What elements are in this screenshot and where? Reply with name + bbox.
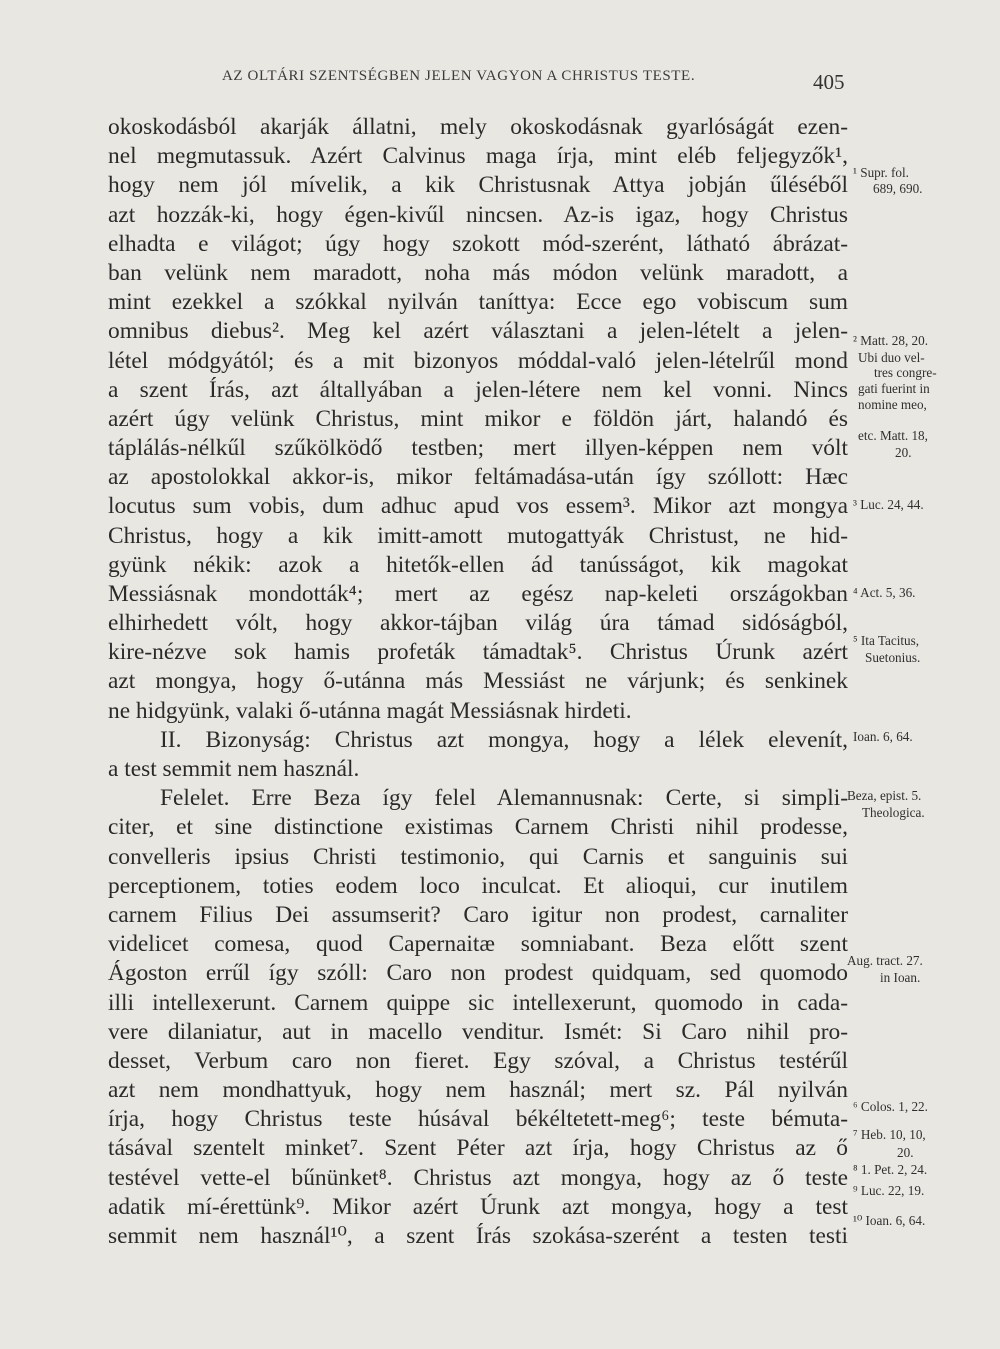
body-line: azt nem mondhattyuk, hogy nem használ; mert sz. Pál nyilván (108, 1077, 848, 1103)
margin-note: ⁸ 1. Pet. 2, 24. (853, 1162, 928, 1177)
margin-note: gati fuerint in (858, 381, 930, 396)
body-line: omnibus diebus². Meg kel azért választani a jelen-lételt a jelen- (108, 318, 848, 344)
margin-note: ⁷ Heb. 10, 10, (853, 1127, 926, 1142)
body-line: táplálás-nélkűl szűkölködő testben; mert illyen-képpen nem vólt (108, 435, 848, 461)
margin-note: in Ioan. (880, 970, 921, 985)
body-line: ban velünk nem maradott, noha más módon velünk maradott, a (108, 260, 848, 286)
margin-note: ⁹ Luc. 22, 19. (853, 1183, 925, 1198)
body-line: gyünk nékik: azok a hitetők-ellen ád tanússágot, kik magokat (108, 552, 848, 578)
body-line: a test semmit nem használ. (108, 756, 360, 782)
margin-note: Theologica. (862, 805, 925, 820)
body-line: videlicet comesa, quod Capernaitæ somniabant. Beza előtt szent (108, 931, 848, 957)
margin-note: tres congre- (874, 365, 937, 380)
margin-note: Suetonius. (865, 650, 921, 665)
margin-note: ¹ Supr. fol. (853, 165, 909, 180)
margin-note: Ubi duo vel- (858, 350, 925, 365)
body-line: okoskodásból akarják állatni, mely okoskodásnak gyarlóságát ezen- (108, 114, 848, 140)
body-line: perceptionem, toties eodem loco inculcat. Et alioqui, cur inutilem (108, 873, 848, 899)
margin-note: ¹⁰ Ioan. 6, 64. (853, 1213, 926, 1228)
page-number: 405 (813, 70, 845, 94)
margin-note: 20. (895, 445, 912, 460)
body-line: convelleris ipsius Christi testimonio, qui Carnis et sanguinis sui (108, 844, 848, 870)
body-line: létel módgyától; és a mit bizonyos móddal-való jelen-lételrűl mond (108, 348, 848, 374)
margin-note: Ioan. 6, 64. (853, 729, 913, 744)
margin-note: ⁵ Ita Tacitus, (853, 633, 920, 648)
body-line: tásával szentelt minket⁷. Szent Péter azt írja, hogy Christus az ő (108, 1135, 848, 1161)
body-line: kire-nézve sok hamis profeták támadtak⁵. Christus Úrunk azért (108, 639, 848, 665)
margin-note: 689, 690. (873, 181, 923, 196)
body-line: Messiásnak mondották⁴; mert az egész nap-keleti országokban (108, 581, 848, 607)
body-line: vere dilaniatur, aut in macello venditur. Ismét: Si Caro nihil pro- (108, 1019, 848, 1045)
body-line: a szent Írás, azt általlyában a jelen-létere nem kel vonni. Nincs (108, 377, 848, 403)
running-title: AZ OLTÁRI SZENTSÉGBEN JELEN VAGYON A CHRISTUS TESTE. (222, 68, 696, 84)
body-line: azt mongya, hogy ő-utánna más Messiást ne várjunk; és senkinek (108, 668, 848, 694)
body-line: Felelet. Erre Beza így felel Alemannusnak: Certe, si simpli- (160, 785, 848, 811)
margin-note: nomine meo, (858, 397, 927, 412)
body-line: adatik mí-érettünk⁹. Mikor azért Úrunk azt mongya, hogy a test (108, 1194, 848, 1220)
body-line: elhirhedett vólt, hogy akkor-tájban világ úra támad sidóságból, (108, 610, 848, 636)
body-line: azt hozzák-ki, hogy égen-kivűl nincsen. Az-is igaz, hogy Christus (108, 202, 848, 228)
body-line: desset, Verbum caro non fieret. Egy szóval, a Christus testérűl (108, 1048, 848, 1074)
margin-note: Aug. tract. 27. (847, 953, 923, 968)
margin-note: 20. (897, 1145, 914, 1160)
body-line: hogy nem jól mívelik, a kik Christusnak Attya jobján űléséből (108, 172, 848, 198)
body-line: elhadta e világot; úgy hogy szokott mód-szerént, látható ábrázat- (108, 231, 848, 257)
body-line: nel megmutassuk. Azért Calvinus maga írja, mint eléb feljegyzők¹, (108, 143, 848, 169)
margin-note: ² Matt. 28, 20. (853, 333, 929, 348)
body-line: írja, hogy Christus teste húsával békéltetett-meg⁶; teste bémuta- (108, 1106, 848, 1132)
body-line: testével vette-el bűnünket⁸. Christus azt mongya, hogy az ő teste (108, 1165, 848, 1191)
body-line: mint ezekkel a szókkal nyilván taníttya: Ecce ego vobiscum sum (108, 289, 848, 315)
body-line: az apostolokkal akkor-is, mikor feltámadása-után így szóllott: Hæc (108, 464, 848, 490)
body-line: illi intellexerunt. Carnem quippe sic intellexerunt, quomodo in cada- (108, 990, 848, 1016)
margin-note: ⁶ Colos. 1, 22. (853, 1099, 928, 1114)
body-line: ne hidgyünk, valaki ő-utánna magát Messiásnak hirdeti. (108, 698, 632, 724)
margin-note: Beza, epist. 5. (847, 788, 922, 803)
body-line: Christus, hogy a kik imitt-amott mutogattyák Christust, ne hid- (108, 523, 848, 549)
margin-note: etc. Matt. 18, (858, 428, 928, 443)
body-line: II. Bizonyság: Christus azt mongya, hogy a lélek elevenít, (160, 727, 848, 753)
body-line: citer, et sine distinctione existimas Carnem Christi nihil prodesse, (108, 814, 848, 840)
body-line: semmit nem használ¹⁰, a szent Írás szokása-szerént a testen testi (108, 1223, 848, 1249)
body-line: locutus sum vobis, dum adhuc apud vos essem³. Mikor azt mongya (108, 493, 848, 519)
margin-note: ³ Luc. 24, 44. (853, 497, 924, 512)
body-line: Ágoston errűl így szóll: Caro non prodest quidquam, sed quomodo (108, 960, 848, 986)
margin-note: ⁴ Act. 5, 36. (853, 585, 916, 600)
body-line: azért úgy velünk Christus, mint mikor e földön járt, halandó és (108, 406, 848, 432)
body-line: carnem Filius Dei assumserit? Caro igitur non prodest, carnaliter (108, 902, 848, 928)
